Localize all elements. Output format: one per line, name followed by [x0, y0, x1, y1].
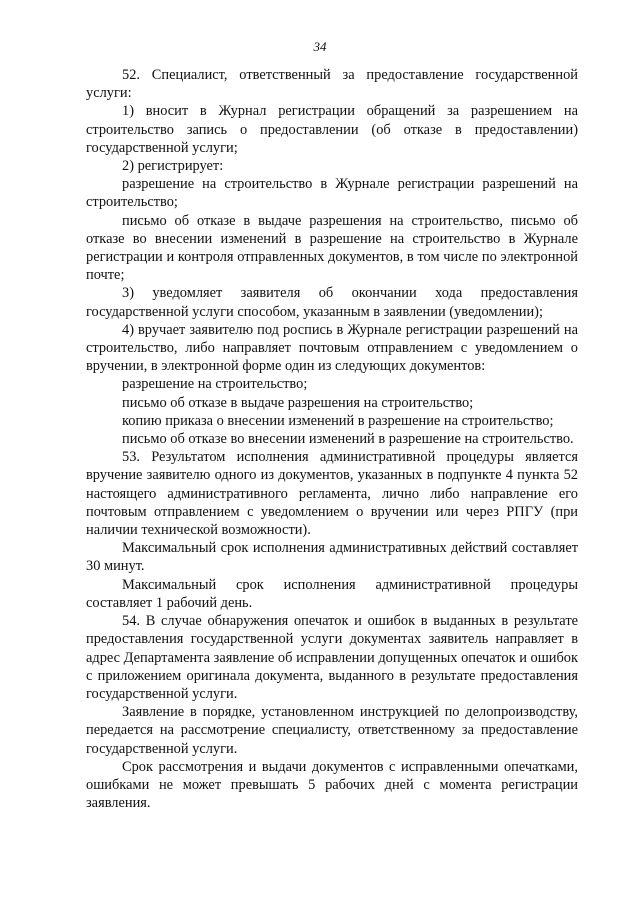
document-body	[86, 66, 578, 812]
paragraph-54: 54. В случае обнаружения опечаток и ошибок в выданных в результате предоставления государственной услуги документах заявитель направляет в адрес Департамента заявление об исправлении допущенных опечаток и ошибок с приложением оригинала документа, выданного в результате предоставления государственной услуги.	[86, 613, 578, 702]
paragraph-52-item-1: 1) вносит в Журнал регистрации обращений за разрешением на строительство запись о предоставлении (об отказе в предоставлении) государственной услуги;	[86, 103, 578, 156]
paragraph-52-item-2-refusal-letters: письмо об отказе в выдаче разрешения на строительство, письмо об отказе во внесении изменений в разрешение на строительство в Журнале регистрации и контроля отправленных документов, в том числе по электронной почте;	[86, 212, 578, 284]
paragraph-54-application: Заявление в порядке, установленном инструкцией по делопроизводству, передается на рассмотрение специалисту, ответственному за предоставление государственной услуги.	[86, 704, 578, 757]
paragraph-52-item-2-permit: разрешение на строительство в Журнале регистрации разрешений на строительство;	[86, 176, 578, 211]
page-number: 34	[313, 39, 327, 54]
paragraph-52-item-4-change-refusal: письмо об отказе во внесении изменений в разрешение на строительство.	[122, 431, 574, 448]
paragraph-52-item-4-permit: разрешение на строительство;	[122, 376, 308, 393]
paragraph-52-intro: 52. Специалист, ответственный за предоставление государственной услуги:	[86, 67, 578, 102]
paragraph-52-item-4-order-copy: копию приказа о внесении изменений в разрешение на строительство;	[122, 412, 554, 429]
paragraph-52-item-4-refusal: письмо об отказе в выдаче разрешения на строительство;	[122, 394, 474, 411]
paragraph-53-max-actions-time: Максимальный срок исполнения административных действий составляет 30 минут.	[86, 540, 578, 575]
paragraph-52-item-4: 4) вручает заявителю под роспись в Журнале регистрации разрешений на строительство, либо направляет почтовым отправлением с уведомлением о вручении, в электронной форме один из следующих документов:	[86, 321, 578, 375]
paragraph-53: 53. Результатом исполнения административной процедуры является вручение заявителю одного из документов, указанных в подпункте 4 пункта 52 настоящего административного регламента, лично либо направление его почтовым отправлением с уведомлением о вручении или через РПГУ (при наличии технической возможности).	[86, 449, 578, 539]
paragraph-54-term: Срок рассмотрения и выдачи документов с исправленными опечатками, ошибками не может превышать 5 рабочих дней с момента регистрации заявления.	[86, 758, 578, 812]
paragraph-52-item-3: 3) уведомляет заявителя об окончании хода предоставления государственной услуги способом, указанным в заявлении (уведомлении);	[86, 285, 578, 320]
paragraph-53-max-procedure-time: Максимальный срок исполнения административной процедуры составляет 1 рабочий день.	[86, 576, 578, 611]
paragraph-52-item-2: 2) регистрирует:	[122, 158, 224, 175]
